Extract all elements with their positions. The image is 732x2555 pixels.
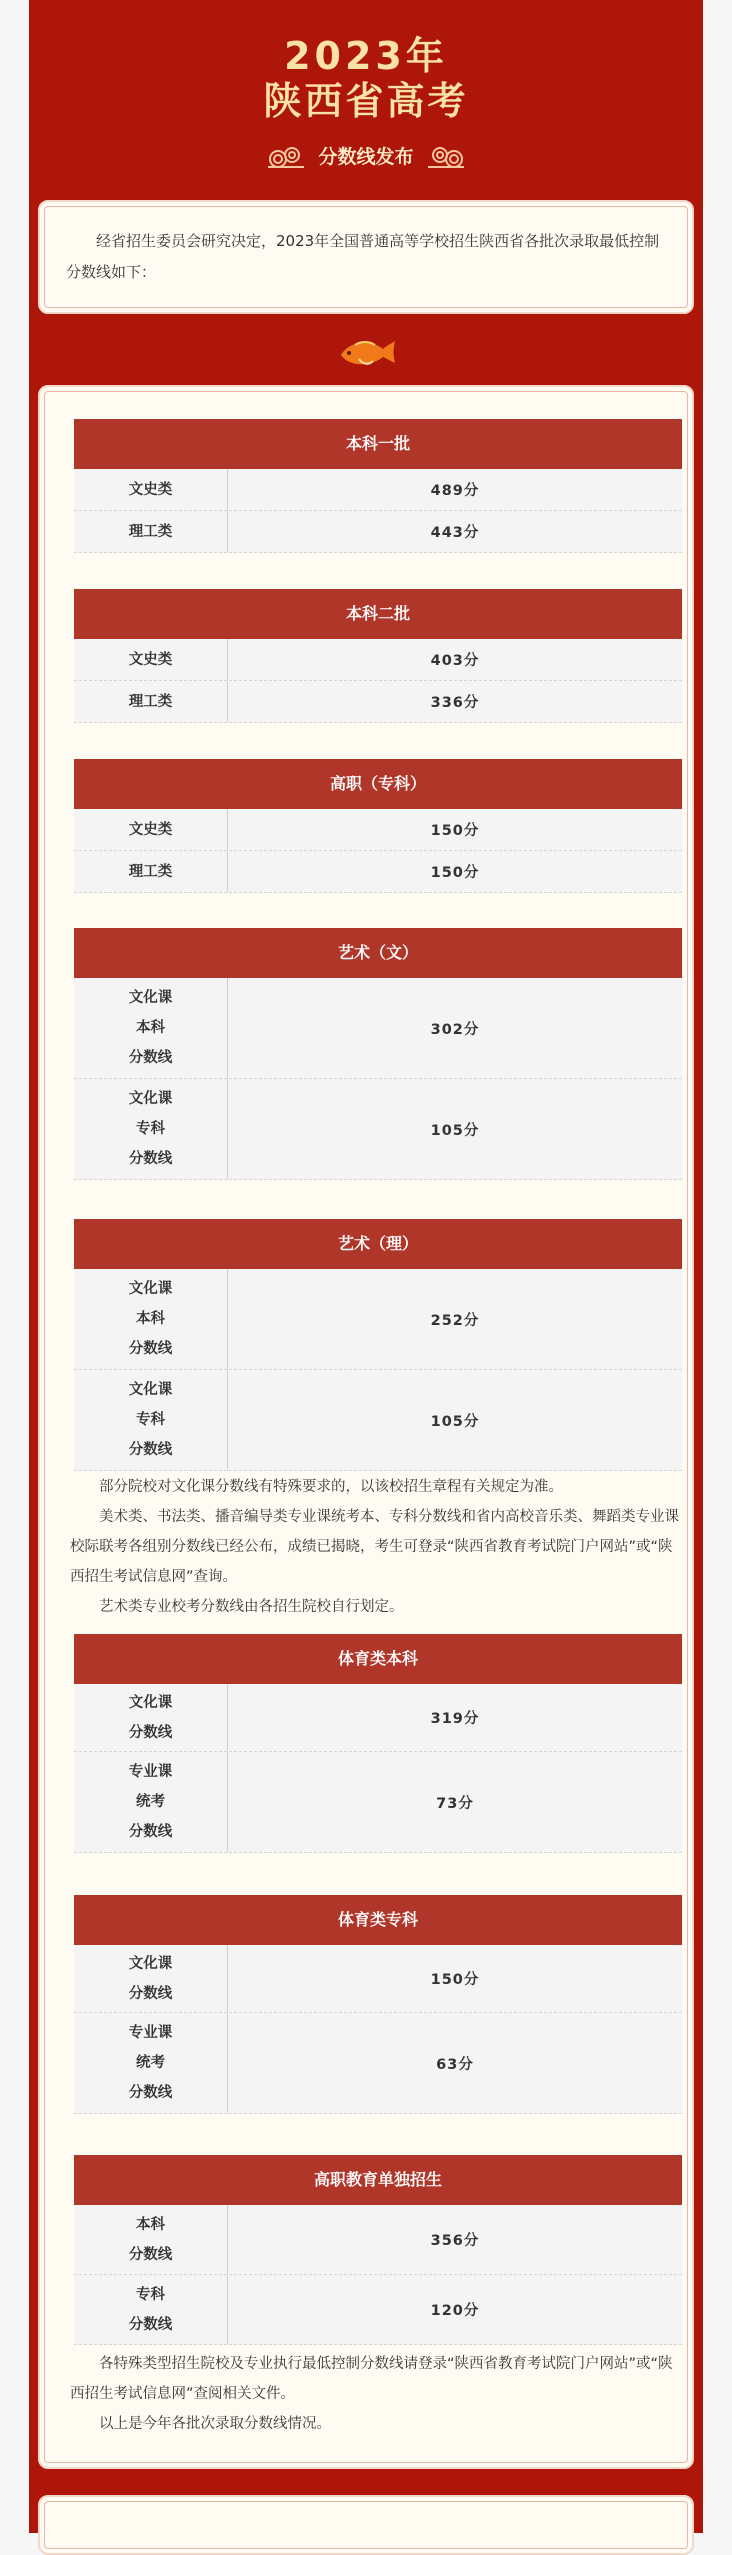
row-label: 文化课 专科 分数线 — [74, 1079, 228, 1179]
table-benke-erpi — [74, 589, 682, 723]
row-label: 理工类 — [74, 851, 228, 892]
row-label: 文化课 本科 分数线 — [74, 1269, 228, 1369]
note-paragraph: 部分院校对文化课分数线有特殊要求的，以该校招生章程有关规定为准。 — [99, 1479, 563, 1495]
row-label: 文史类 — [74, 639, 228, 680]
note-paragraph: 以上是今年各批次录取分数线情况。 — [99, 2416, 331, 2432]
row-label: 理工类 — [74, 511, 228, 552]
table-row — [74, 2205, 682, 2275]
announce-banner — [29, 140, 703, 174]
table-row — [74, 809, 682, 851]
row-label: 理工类 — [74, 681, 228, 722]
table-header: 本科一批 — [74, 419, 682, 469]
row-label: 文史类 — [74, 809, 228, 850]
table-row — [74, 681, 682, 723]
table-row — [74, 1370, 682, 1471]
table-row — [74, 2275, 682, 2345]
row-value: 443分 — [430, 525, 480, 541]
row-value: 403分 — [430, 653, 480, 669]
table-header: 高职教育单独招生 — [74, 2155, 682, 2205]
row-value: 150分 — [430, 865, 480, 881]
row-value: 489分 — [430, 483, 480, 499]
table-tiyu-benke — [74, 1634, 682, 1853]
koi-fish-icon — [335, 333, 397, 371]
note-paragraph: 艺术类专业校考分数线由各招生院校自行划定。 — [99, 1599, 404, 1615]
score-card — [38, 385, 694, 2469]
row-value: 150分 — [430, 823, 480, 839]
row-label: 文化课 分数线 — [74, 1684, 228, 1751]
row-value: 105分 — [430, 1122, 480, 1139]
table-gaozhi-zhuanke — [74, 759, 682, 893]
year-title: 2023年 — [284, 34, 448, 78]
table-benke-yipi — [74, 419, 682, 553]
row-label: 专科 分数线 — [74, 2275, 228, 2344]
final-notes — [70, 2349, 682, 2439]
table-row — [74, 639, 682, 681]
cloud-left-icon — [266, 145, 306, 171]
table-row — [74, 469, 682, 511]
row-value: 73分 — [436, 1795, 474, 1812]
row-value: 150分 — [430, 1972, 480, 1988]
row-value: 302分 — [430, 1021, 480, 1038]
row-label: 本科 分数线 — [74, 2205, 228, 2274]
table-row — [74, 851, 682, 893]
table-row — [74, 511, 682, 553]
table-header: 高职（专科） — [74, 759, 682, 809]
next-card — [38, 2495, 694, 2555]
table-tiyu-zhuanke — [74, 1895, 682, 2114]
art-notes — [70, 1472, 682, 1622]
table-row — [74, 1945, 682, 2013]
table-row — [74, 1684, 682, 1752]
announce-text: 分数线发布 — [318, 146, 414, 168]
table-row — [74, 1752, 682, 1853]
row-label: 文化课 分数线 — [74, 1945, 228, 2012]
intro-text: 经省招生委员会研究决定，2023年全国普通高等学校招生陕西省各批次录取最低控制分数线如下： — [66, 232, 660, 281]
row-value: 252分 — [430, 1312, 480, 1329]
row-value: 319分 — [430, 1711, 480, 1727]
table-row — [74, 978, 682, 1079]
row-label: 专业课 统考 分数线 — [74, 2013, 228, 2113]
row-value: 105分 — [430, 1413, 480, 1430]
row-label: 文化课 本科 分数线 — [74, 978, 228, 1078]
table-gaozhi-danzhao — [74, 2155, 682, 2345]
table-yishu-wen — [74, 928, 682, 1180]
row-value: 63分 — [436, 2056, 474, 2073]
page-title: 陕西省高考 — [263, 79, 469, 123]
article-page — [29, 0, 703, 2533]
table-row — [74, 1079, 682, 1180]
table-header: 本科二批 — [74, 589, 682, 639]
table-header: 体育类专科 — [74, 1895, 682, 1945]
cloud-right-icon — [426, 145, 466, 171]
table-header: 体育类本科 — [74, 1634, 682, 1684]
note-paragraph: 各特殊类型招生院校及专业执行最低控制分数线请登录“陕西省教育考试院门户网站”或“陕西招生考试信息网”查阅相关文件。 — [70, 2356, 673, 2402]
row-value: 356分 — [430, 2233, 480, 2249]
row-label: 文史类 — [74, 469, 228, 510]
row-label: 文化课 专科 分数线 — [74, 1370, 228, 1470]
table-row — [74, 1269, 682, 1370]
intro-card — [38, 200, 694, 314]
note-paragraph: 美术类、书法类、播音编导类专业课统考本、专科分数线和省内高校音乐类、舞蹈类专业课校际联考各组别分数线已经公布，成绩已揭晓，考生可登录“陕西省教育考试院门户网站”或“陕西招生考试信息网”查询。 — [70, 1509, 679, 1585]
row-value: 120分 — [430, 2303, 480, 2319]
table-header: 艺术（理） — [74, 1219, 682, 1269]
table-row — [74, 2013, 682, 2114]
row-value: 336分 — [430, 695, 480, 711]
table-yishu-li — [74, 1219, 682, 1471]
row-label: 专业课 统考 分数线 — [74, 1752, 228, 1852]
table-header: 艺术（文） — [74, 928, 682, 978]
